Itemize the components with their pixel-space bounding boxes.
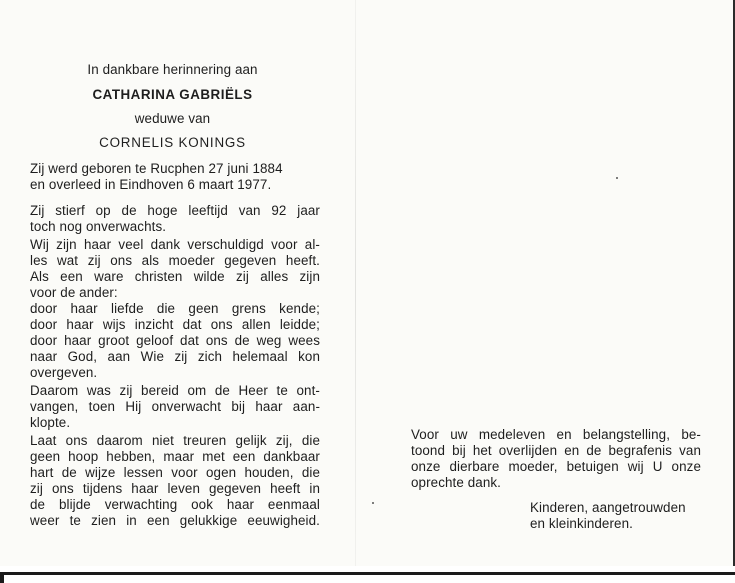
- body-line: naar God, aan Wie zij zich helemaal kon: [30, 349, 320, 364]
- signature-line: Kinderen, aangetrouwden: [530, 500, 686, 515]
- body-line: de blijde verwachting ook haar eenmaal: [30, 497, 320, 512]
- birth-line: Zij werd geboren te Rucphen 27 juni 1884: [30, 161, 283, 176]
- body-line: Laat ons daarom niet treuren gelijk zij, die: [30, 433, 320, 448]
- paper-speck: [372, 502, 374, 504]
- body-line: Als een ware christen wilde zij alles zijn: [30, 269, 320, 284]
- body-line: Wij zijn haar veel dank verschuldigd voor al-: [30, 237, 320, 252]
- body-line: Zij stierf op de hoge leeftijd van 92 jaar: [30, 203, 320, 218]
- intro-text: In dankbare herinnering aan: [87, 62, 258, 77]
- body-line: Daarom was zij bereid om de Heer te ont-: [30, 383, 320, 398]
- body-line: klopte.: [30, 415, 71, 430]
- signature-line: en kleinkinderen.: [530, 516, 633, 531]
- scan-border-mark: [0, 574, 4, 583]
- body-line: door haar liefde die geen grens kende;: [30, 301, 320, 316]
- death-line: en overleed in Eindhoven 6 maart 1977.: [30, 177, 272, 192]
- deceased-name: CATHARINA GABRIËLS: [92, 87, 253, 102]
- body-line: les wat zij ons als moeder gegeven heeft.: [30, 253, 320, 268]
- body-line: weer te zien in een gelukkige eeuwigheid.: [30, 513, 320, 528]
- body-line: door haar wijs inzicht dat ons allen leidde;: [30, 317, 320, 332]
- thanks-line: toond bij het overlijden en de begrafenis van: [411, 443, 701, 458]
- paper-speck: [616, 177, 618, 179]
- body-line: vangen, toen Hij onverwacht bij haar aan-: [30, 399, 320, 414]
- body-line: voor de ander:: [30, 285, 118, 300]
- card-fold: [355, 0, 356, 566]
- thanks-line: Voor uw medeleven en belangstelling, be-: [411, 427, 701, 442]
- relation-text: weduwe van: [134, 111, 211, 126]
- body-line: overgeven.: [30, 365, 98, 380]
- body-line: zij ons tijdens haar leven gegeven heeft in: [30, 481, 320, 496]
- scan-border-line: [0, 572, 735, 575]
- thanks-line: onze dierbare moeder, betuigen wij U onze: [411, 459, 701, 474]
- thanks-line: oprechte dank.: [411, 475, 501, 490]
- body-line: door haar groot geloof dat ons de weg wees: [30, 333, 320, 348]
- spouse-name: CORNELIS KONINGS: [99, 135, 246, 150]
- body-line: toch nog onverwachts.: [30, 219, 167, 234]
- body-line: geen hoop hebben, maar met een dankbaar: [30, 449, 320, 464]
- body-line: hart de wijze lessen voor ogen houden, die: [30, 465, 320, 480]
